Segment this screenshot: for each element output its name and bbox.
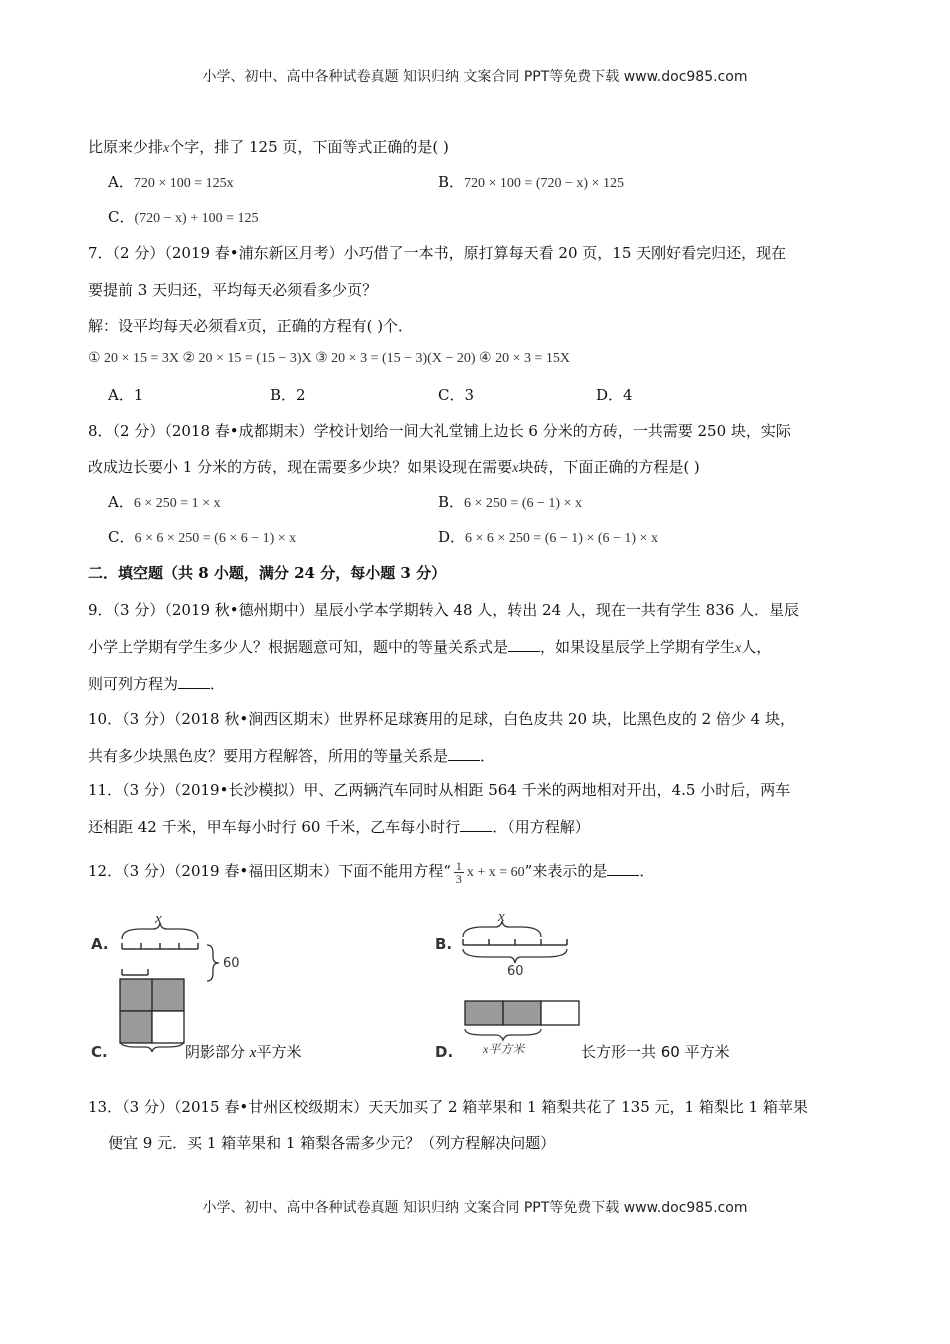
q7-equations	[88, 349, 570, 369]
q6-option-b-eq: 720 × 100 = (720 − x) × 125	[464, 176, 624, 191]
fig-d-shaded-1	[465, 1001, 503, 1025]
fig-c-caption-a: 阴影部分	[185, 1043, 250, 1061]
fig-d-under-label: x平方米	[483, 1042, 525, 1056]
fig-d-white-cell	[541, 1001, 579, 1025]
q8-option-a	[108, 492, 221, 514]
q8-option-d-eq: 6 × 6 × 250 = (6 − 1) × (6 − 1) × x	[465, 531, 658, 546]
fig-c-caption-b: 平方米	[256, 1043, 302, 1061]
fig-a-top-brace	[122, 923, 198, 939]
q9-line1: 9．（3 分）（2019 秋•德州期中）星辰小学本学期转入 48 人，转出 24 人，现在一共有学生 836 人．星辰	[88, 601, 800, 619]
q6-option-a-eq: 720 × 100 = 125x	[133, 176, 234, 191]
q8-option-a-eq: 6 × 250 = 1 × x	[133, 496, 221, 511]
answer-blank	[460, 817, 492, 832]
fig-c-caption	[185, 1043, 301, 1061]
q10-line1: 10．（3 分）（2018 秋•涧西区期末）世界杯足球赛用的足球，白色皮共 20 块，比黑色皮的 2 倍少 4 块，	[88, 710, 795, 728]
q6-option-c	[108, 207, 259, 229]
q10-line2-a: 共有多少块黑色皮？要用方程解答，所用的等量关系是	[88, 747, 449, 765]
q12-figures	[85, 905, 785, 1070]
q8-line1: 8．（2 分）（2018 春•成都期末）学校计划给一间大礼堂铺上边长 6 分米的方砖，一共需要 250 块，实际	[88, 422, 791, 440]
q12-text-b: ”来表示的是	[524, 862, 608, 880]
q7-option-d: D．4	[596, 386, 633, 404]
q9-line2-a: 小学上学期有学生多少人？根据题意可知，题中的等量关系式是	[88, 638, 509, 656]
q8-option-d	[438, 527, 658, 549]
q8-option-b-label: B．	[438, 493, 465, 511]
answer-blank	[508, 637, 540, 652]
q13-line1: 13．（3 分）（2015 春•甘州区校级期末）天天加买了 2 箱苹果和 1 箱梨共花了 135 元，1 箱梨比 1 箱苹果	[88, 1098, 808, 1116]
q6-option-c-eq: (720 − x) + 100 = 125	[134, 211, 259, 226]
answer-blank	[607, 861, 639, 876]
q10-line2	[88, 746, 495, 766]
fraction	[454, 860, 464, 885]
q7-option-a: A．1	[108, 386, 144, 404]
q12-text-a: 12．（3 分）（2019 春•福田区期末）下面不能用方程“	[88, 862, 451, 880]
q12-text-c: ．	[639, 862, 655, 880]
q10-line2-b: ．	[480, 747, 496, 765]
fig-b-top-brace	[463, 921, 541, 937]
q6-option-c-label: C．	[108, 208, 135, 226]
q7-eq1: ① 20 × 15 = 3X	[88, 351, 179, 366]
fraction-denominator: 3	[455, 871, 462, 886]
q13-line2: 便宜 9 元．买 1 箱苹果和 1 箱梨各需多少元？（列方程解决问题）	[108, 1134, 556, 1152]
q7-option-c: C．3	[438, 386, 475, 404]
q6-option-b	[438, 172, 624, 194]
q6-var: x	[163, 141, 170, 156]
q7-line1: 7．（2 分）（2019 春•浦东新区月考）小巧借了一本书，原打算每天看 20 页，15 天刚好看完归还，现在	[88, 244, 787, 262]
q9-line3-b: ．	[210, 675, 226, 693]
fig-b-label: B.	[435, 935, 453, 953]
section-title: 二．填空题（共 8 小题，满分 24 分，每小题 3 分）	[88, 564, 447, 582]
q6-continuation	[88, 137, 449, 159]
q9-line3-a: 则可列方程为	[88, 675, 179, 693]
q7-var: X	[238, 320, 247, 335]
q7-line3-b: 页，正确的方程有( )个．	[246, 317, 414, 335]
q9-line3	[88, 674, 225, 694]
q9-var: x	[735, 641, 742, 656]
fig-b-x-label: x	[498, 909, 505, 925]
q7-eq3: ③ 20 × 3 = (15 − 3)(X − 20)	[315, 351, 476, 366]
fig-c-white-cell	[152, 1011, 184, 1043]
q8-option-b	[438, 492, 582, 514]
q11-line1: 11．（3 分）（2019•长沙模拟）甲、乙两辆汽车同时从相距 564 千米的两地相对开出，4.5 小时后，两车	[88, 781, 791, 799]
q12-line	[88, 856, 654, 888]
answer-blank	[178, 674, 210, 689]
q6-option-a	[108, 172, 234, 194]
fig-b-total-label: 60	[507, 964, 524, 979]
fig-d-shaded-2	[503, 1001, 541, 1025]
q11-line2-a: 还相距 42 千米，甲车每小时行 60 千米，乙车每小时行	[88, 818, 461, 836]
fig-a-total-label: 60	[223, 956, 240, 971]
q6-option-a-label: A．	[108, 173, 134, 191]
q11-line2	[88, 817, 590, 837]
fig-c-label: C.	[91, 1043, 108, 1061]
answer-blank	[448, 746, 480, 761]
fig-c-caption-var: x	[249, 1045, 257, 1061]
q8-option-a-label: A．	[108, 493, 134, 511]
q8-option-c-eq: 6 × 6 × 250 = (6 × 6 − 1) × x	[134, 531, 297, 546]
q7-eq4: ④ 20 × 3 = 15X	[479, 351, 570, 366]
q11-line2-b: ．（用方程解）	[492, 818, 590, 836]
page-header: 小学、初中、高中各种试卷真题 知识归纳 文案合同 PPT等免费下载 www.doc985.com	[202, 69, 748, 85]
q8-option-c-label: C．	[108, 528, 135, 546]
q7-line3-a: 解：设平均每天必须看	[88, 317, 239, 335]
fig-c-shaded-bottom-left	[120, 1011, 152, 1043]
q8-var: x	[512, 461, 519, 476]
fig-d-caption: 长方形一共 60 平方米	[581, 1043, 730, 1061]
q9-line2	[88, 637, 771, 659]
fraction-numerator: 1	[455, 858, 462, 873]
q8-option-d-label: D．	[438, 528, 466, 546]
page-footer: 小学、初中、高中各种试卷真题 知识归纳 文案合同 PPT等免费下载 www.doc985.com	[202, 1200, 748, 1216]
q7-line2: 要提前 3 天归还，平均每天必须看多少页？	[88, 281, 378, 299]
q8-line2-a: 改成边长要小 1 分米的方砖，现在需要多少块？如果设现在需要	[88, 458, 513, 476]
q7-option-b: B．2	[270, 386, 306, 404]
q9-line2-c: 人，	[741, 638, 772, 656]
q8-option-b-eq: 6 × 250 = (6 − 1) × x	[464, 496, 582, 511]
q8-option-c	[108, 527, 296, 549]
q12-equation: x + x = 60	[466, 865, 525, 880]
q6-text-a: 比原来少排	[88, 138, 164, 156]
q8-line2-b: 块砖，下面正确的方程是( )	[518, 458, 700, 476]
fig-a-x-label: x	[155, 911, 162, 927]
q6-option-b-label: B．	[438, 173, 465, 191]
q9-line2-b: ，如果设星辰学上学期有学生	[540, 638, 736, 656]
q8-line2	[88, 457, 700, 479]
fig-d-label: D.	[435, 1043, 454, 1061]
q7-eq2: ② 20 × 15 = (15 − 3)X	[182, 351, 312, 366]
fig-d-brace	[465, 1029, 541, 1040]
q6-text-b: 个字，排了 125 页，下面等式正确的是( )	[169, 138, 449, 156]
fig-a-right-brace	[207, 945, 219, 981]
fig-b-bottom-brace	[463, 949, 567, 963]
fig-a-label: A.	[91, 935, 109, 953]
q7-line3	[88, 316, 413, 338]
